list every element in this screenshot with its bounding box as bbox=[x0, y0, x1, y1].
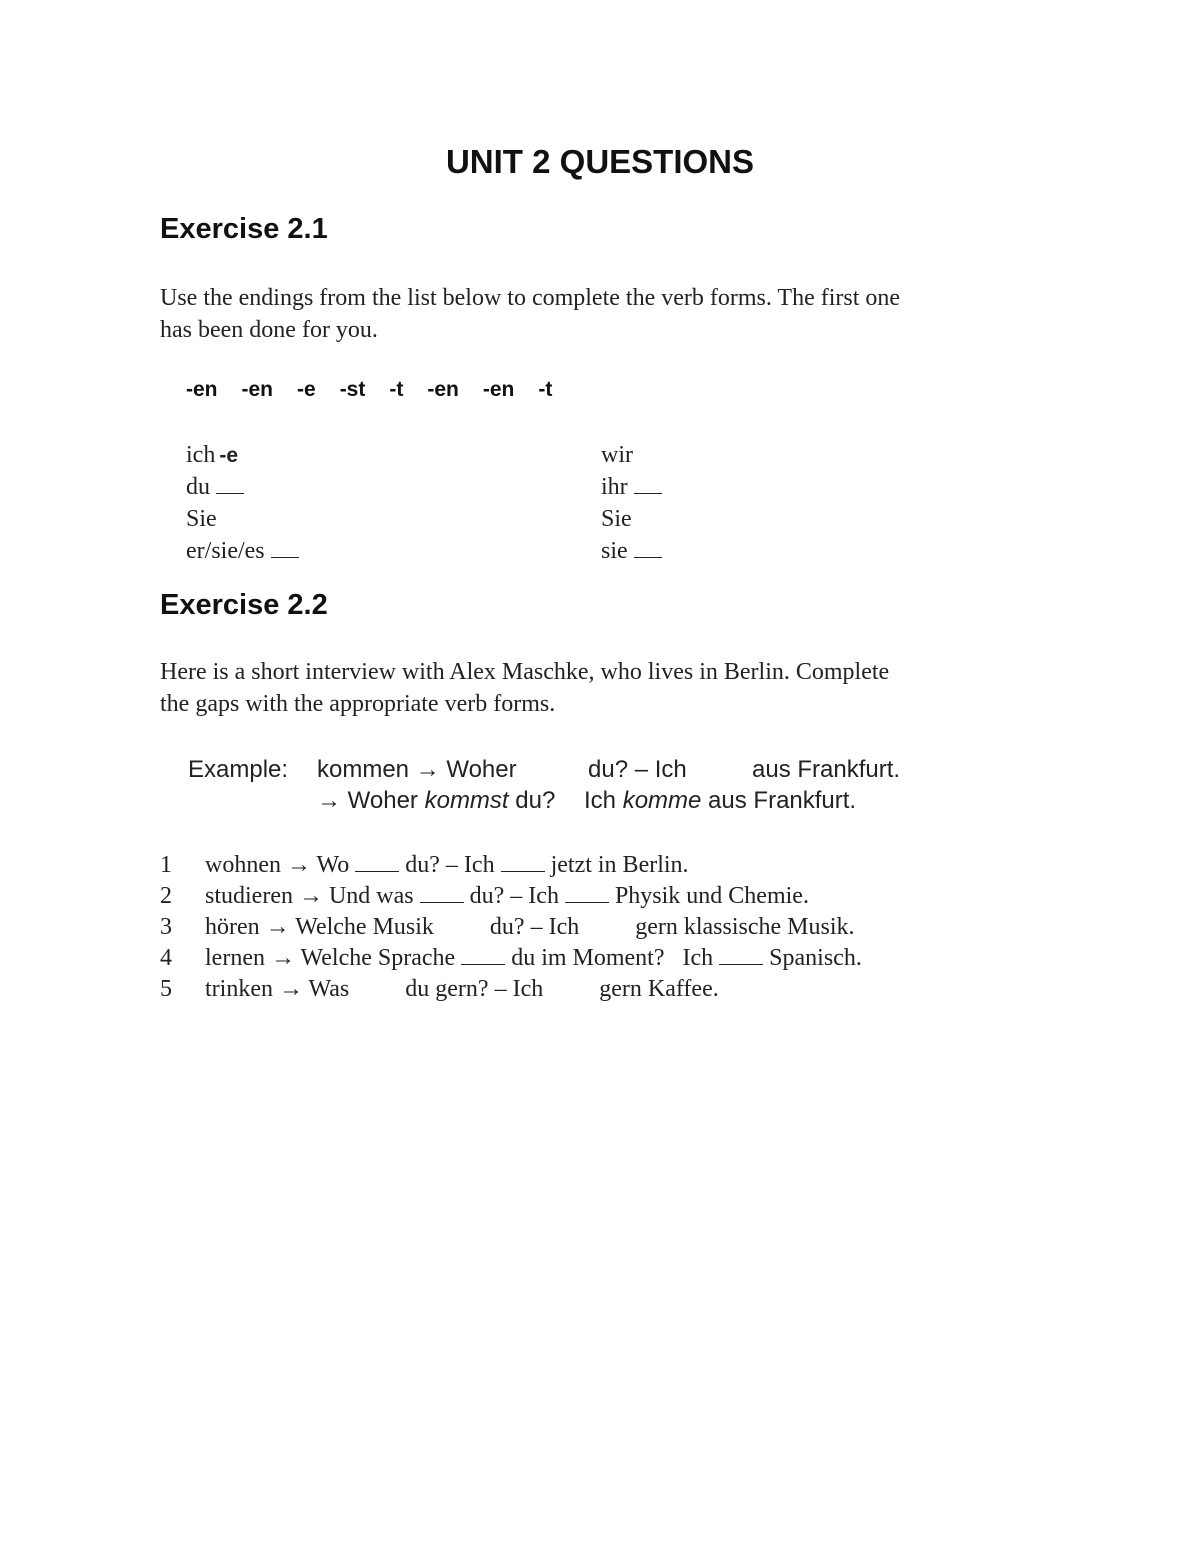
pronoun: wir bbox=[601, 442, 633, 468]
question-number: 4 bbox=[160, 945, 172, 971]
solution-text: → Woher bbox=[317, 787, 418, 814]
ending-item: -en bbox=[482, 378, 515, 401]
question-part: wohnen → Wo bbox=[205, 852, 350, 878]
conjugation-row bbox=[601, 535, 662, 567]
example-answer-part: aus Frankfurt. bbox=[752, 756, 901, 783]
answer-gap[interactable] bbox=[355, 851, 399, 872]
question-part: Physik und Chemie. bbox=[614, 883, 809, 909]
answer-blank[interactable] bbox=[216, 475, 244, 494]
exercise-2-1-instruction bbox=[160, 282, 1040, 346]
solution-text: aus Frankfurt. bbox=[708, 787, 857, 814]
conjugation-row bbox=[186, 535, 299, 567]
example-verb: kommen → Woher bbox=[317, 756, 517, 783]
ending-item: -t bbox=[389, 378, 404, 401]
answer-gap[interactable] bbox=[719, 944, 763, 965]
answer-gap[interactable] bbox=[461, 944, 505, 965]
exercise-2-1-heading: Exercise 2.1 bbox=[160, 213, 328, 245]
pronoun: ihr bbox=[601, 474, 628, 500]
ending-item: -en bbox=[427, 378, 459, 401]
question-part: du? – Ich bbox=[469, 883, 559, 909]
question-part: gern klassische Musik. bbox=[635, 914, 855, 940]
conjugation-left-column bbox=[186, 439, 299, 567]
ending-item: -t bbox=[538, 378, 553, 401]
instruction-line: Here is a short interview with Alex Maschke, who lives in Berlin. Complete bbox=[160, 659, 890, 685]
question-part: jetzt in Berlin. bbox=[550, 852, 689, 878]
question-part: du gern? – Ich bbox=[405, 976, 544, 1002]
conjugation-row bbox=[186, 503, 299, 535]
solution-verb: komme bbox=[622, 787, 702, 814]
pronoun: er/sie/es bbox=[186, 538, 265, 564]
question-number: 5 bbox=[160, 976, 172, 1002]
question-part: hören → Welche Musik bbox=[205, 914, 434, 940]
ending-item: -en bbox=[241, 378, 273, 401]
question-part: trinken → Was bbox=[205, 976, 350, 1002]
ending-item: -e bbox=[297, 378, 316, 401]
question-text bbox=[205, 881, 809, 912]
example-question-part: du? – Ich bbox=[588, 756, 687, 783]
solution-text: Ich bbox=[584, 787, 617, 814]
question-text bbox=[205, 974, 719, 1005]
answer-gap[interactable] bbox=[565, 882, 609, 903]
conjugation-right-column bbox=[601, 439, 662, 567]
example-ending: -e bbox=[219, 444, 239, 467]
question-text bbox=[205, 850, 689, 881]
question-text bbox=[205, 912, 855, 943]
pronoun: sie bbox=[601, 538, 628, 564]
conjugation-row bbox=[601, 503, 662, 535]
answer-gap[interactable] bbox=[501, 851, 545, 872]
conjugation-row bbox=[186, 439, 299, 471]
conjugation-row bbox=[601, 471, 662, 503]
instruction-line: Use the endings from the list below to complete the verb forms. The first one bbox=[160, 285, 901, 311]
question-part: studieren → Und was bbox=[205, 883, 414, 909]
answer-blank[interactable] bbox=[634, 475, 662, 494]
solution-text: du? bbox=[515, 787, 556, 814]
answer-gap[interactable] bbox=[585, 913, 629, 934]
conjugation-row bbox=[601, 439, 662, 471]
endings-list bbox=[186, 378, 576, 402]
question-number: 1 bbox=[160, 852, 172, 878]
solution-verb: kommst bbox=[424, 787, 509, 814]
instruction-line: the gaps with the appropriate verb forms. bbox=[160, 691, 556, 717]
question-part: gern Kaffee. bbox=[599, 976, 719, 1002]
answer-gap[interactable] bbox=[440, 913, 484, 934]
ending-item: -en bbox=[186, 378, 218, 401]
question-part: du? – Ich bbox=[489, 914, 580, 940]
exercise-2-2-instruction bbox=[160, 656, 1040, 720]
question-part: Spanisch. bbox=[769, 945, 862, 971]
answer-gap[interactable] bbox=[420, 882, 464, 903]
question-part: du im Moment? bbox=[511, 945, 665, 971]
question-text bbox=[205, 943, 862, 974]
pronoun: du bbox=[186, 474, 210, 500]
question-number: 2 bbox=[160, 883, 172, 909]
question-part: Ich bbox=[682, 945, 714, 971]
example-solution bbox=[317, 785, 555, 817]
example-label: Example: bbox=[188, 756, 289, 783]
conjugation-row bbox=[186, 471, 299, 503]
answer-blank[interactable] bbox=[634, 539, 662, 558]
example-solution-answer bbox=[584, 785, 856, 817]
pronoun: Sie bbox=[601, 506, 632, 532]
page-title: UNIT 2 QUESTIONS bbox=[445, 143, 755, 180]
ending-item: -st bbox=[339, 378, 366, 401]
answer-gap[interactable] bbox=[549, 975, 593, 996]
question-part: du? – Ich bbox=[405, 852, 495, 878]
pronoun: ich bbox=[186, 442, 216, 468]
question-number: 3 bbox=[160, 914, 172, 940]
answer-blank[interactable] bbox=[271, 539, 299, 558]
instruction-line: has been done for you. bbox=[160, 317, 378, 343]
pronoun: Sie bbox=[186, 506, 217, 532]
exercise-2-2-heading: Exercise 2.2 bbox=[160, 589, 328, 621]
question-part: lernen → Welche Sprache bbox=[205, 945, 456, 971]
answer-gap[interactable] bbox=[355, 975, 399, 996]
